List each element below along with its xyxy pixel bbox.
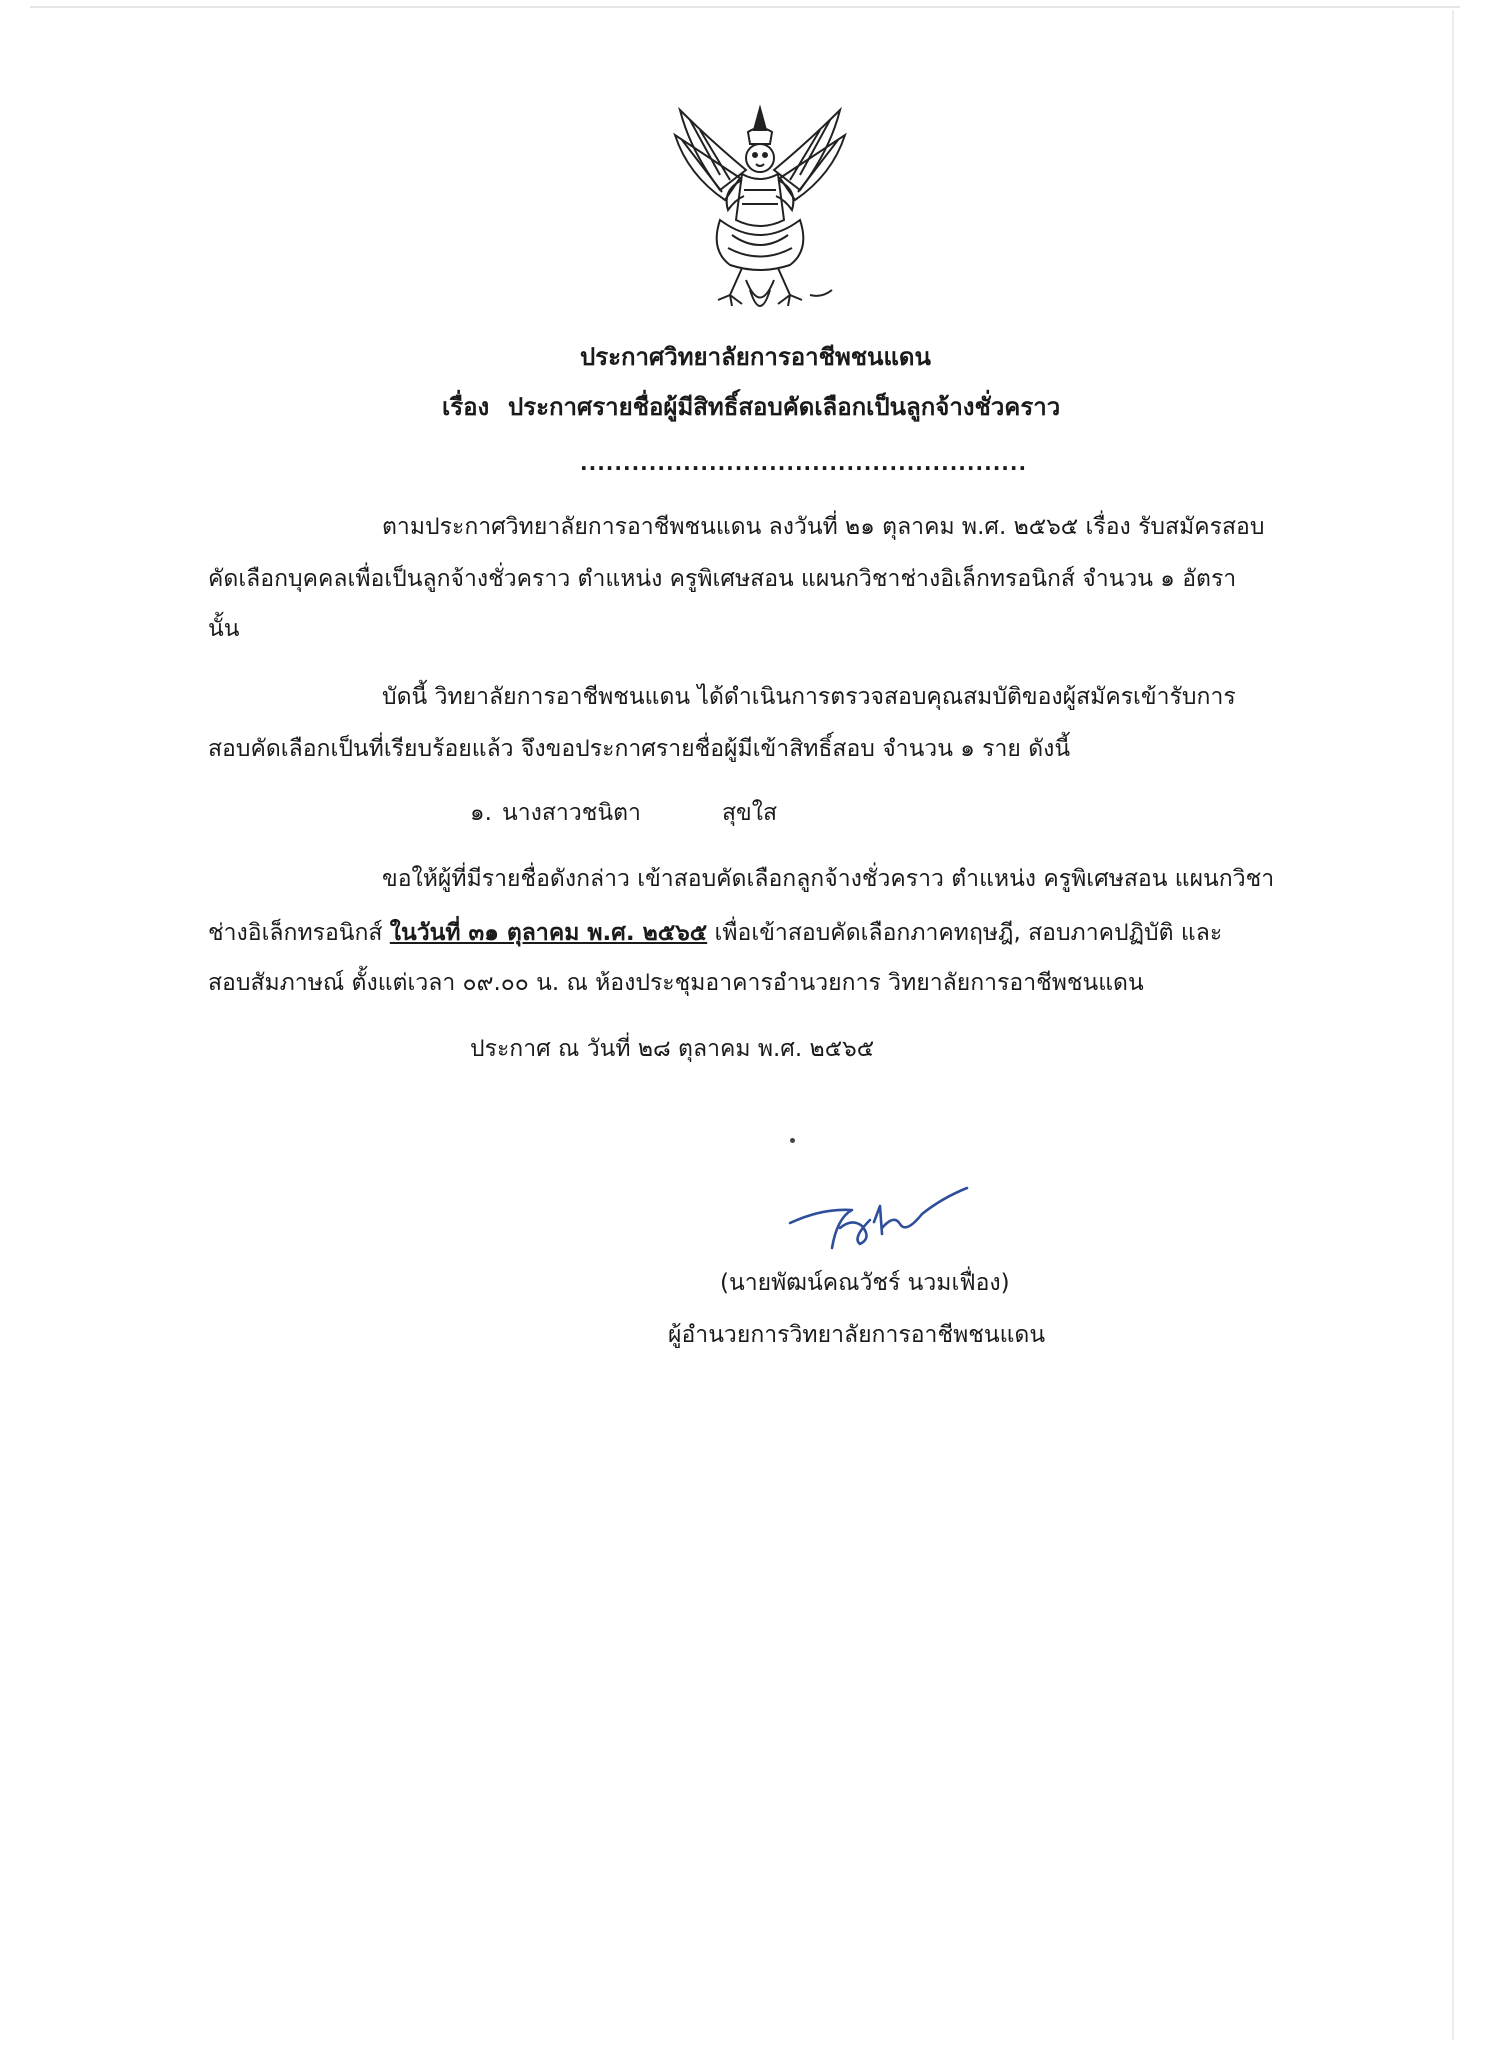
para2-line1: บัดนี้ วิทยาลัยการอาชีพชนแดน ได้ดำเนินการตรวจสอบคุณสมบัติของผู้สมัครเข้ารับการ [382,684,1236,710]
garuda-emblem-icon [660,100,860,325]
candidate-first-name: นางสาวชนิตา [502,800,641,826]
scan-edge-top [30,6,1460,8]
title-separator: .................................................... [580,451,1028,475]
subject-text: ประกาศรายชื่อผู้มีสิทธิ์สอบคัดเลือกเป็นลูกจ้างชั่วคราว [508,393,1061,421]
para3-line1: ขอให้ผู้ที่มีรายชื่อดังกล่าว เข้าสอบคัดเลือกลูกจ้างชั่วคราว ตำแหน่ง ครูพิเศษสอน แผนกวิชา [382,866,1275,892]
para3-line2 [208,918,1222,948]
signatory-position: ผู้อำนวยการวิทยาลัยการอาชีพชนแดน [668,1322,1046,1348]
scan-edge-right [1452,10,1454,2040]
candidate-number: ๑. [470,800,492,826]
subject-label: เรื่อง [442,393,490,421]
para3-line2-pre: ช่างอิเล็กทรอนิกส์ [208,920,383,946]
para1-line1: ตามประกาศวิทยาลัยการอาชีพชนแดน ลงวันที่ ๒๑ ตุลาคม พ.ศ. ๒๕๖๕ เรื่อง รับสมัครสอบ [382,514,1265,540]
signatory-name: (นายพัฒน์คณวัชร์ นวมเฟื่อง) [720,1270,1010,1296]
candidate-last-name: สุขใส [722,800,778,826]
para3-line2-post: เพื่อเข้าสอบคัดเลือกภาคทฤษฎี, สอบภาคปฏิบัติ และ [714,920,1223,946]
document-title: ประกาศวิทยาลัยการอาชีพชนแดน [580,343,931,371]
para1-line2: คัดเลือกบุคคลเพื่อเป็นลูกจ้างชั่วคราว ตำแหน่ง ครูพิเศษสอน แผนกวิชาช่างอิเล็กทรอนิกส์ จำนวน ๑ อัตรา [208,566,1237,592]
exam-date: ในวันที่ ๓๑ ตุลาคม พ.ศ. ๒๕๖๕ [389,920,708,946]
para2-line2: สอบคัดเลือกเป็นที่เรียบร้อยแล้ว จึงขอประกาศรายชื่อผู้มีเข้าสิทธิ์สอบ จำนวน ๑ ราย ดังนี้ [208,736,1071,762]
announce-date: ประกาศ ณ วันที่ ๒๘ ตุลาคม พ.ศ. ๒๕๖๕ [470,1036,875,1062]
para1-line3: นั้น [208,616,240,642]
signature-icon [782,1178,972,1258]
scan-speck [790,1138,795,1143]
para3-line3: สอบสัมภาษณ์ ตั้งแต่เวลา ๐๙.๐๐ น. ณ ห้องประชุมอาคารอำนวยการ วิทยาลัยการอาชีพชนแดน [208,970,1144,996]
